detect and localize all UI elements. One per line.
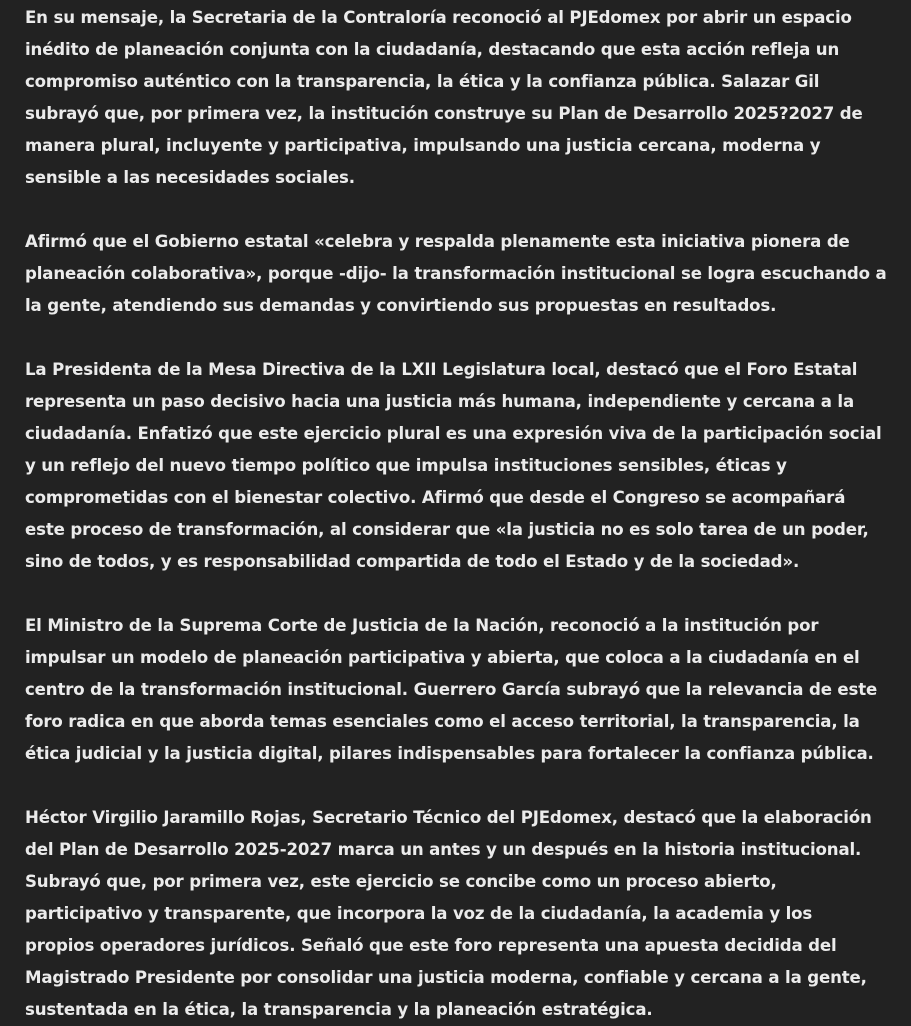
paragraph-legislatura: La Presidenta de la Mesa Directiva de la LXII Legislatura local, destacó que el Foro Estatal representa un paso decisivo hacia una justicia más humana, independiente y cercana a la ciudadanía. Enfatizó que este ejercicio plural es una expresión viva de la participación social y un reflejo del nuevo tiempo político que impulsa instituciones sensibles, éticas y comprometidas con el bienestar colectivo. Afirmó que desde el Congreso se acompañará este proceso de transformación, al considerar que «la justicia no es solo tarea de un poder, sino de todos, y es responsabilidad compartida de todo el Estado y de la sociedad». <box>25 360 882 571</box>
paragraph-gobierno-estatal: Afirmó que el Gobierno estatal «celebra y respalda plenamente esta iniciativa pionera de planeación colaborativa», porque -dijo- la transformación institucional se logra escuchando a la gente, atendiendo sus demandas y convirtiendo sus propuestas en resultados. <box>25 232 887 315</box>
paragraph-suprema-corte: El Ministro de la Suprema Corte de Justicia de la Nación, reconoció a la institución por impulsar un modelo de planeación participativa y abierta, que coloca a la ciudadanía en el centro de la transformación institucional. Guerrero García subrayó que la relevancia de este foro radica en que aborda temas esenciales como el acceso territorial, la transparencia, la ética judicial y la justicia digital, pilares indispensables para fortalecer la confianza pública. <box>25 616 878 763</box>
paragraph-contraloria: En su mensaje, la Secretaria de la Contraloría reconoció al PJEdomex por abrir un espacio inédito de planeación conjunta con la ciudadanía, destacando que esta acción refleja un compromiso auténtico con la transparencia, la ética y la confianza pública. Salazar Gil subrayó que, por primera vez, la institución construye su Plan de Desarrollo 2025?2027 de manera plural, incluyente y participativa, impulsando una justicia cercana, moderna y sensible a las necesidades sociales. <box>25 8 863 187</box>
paragraph-secretario-tecnico: Héctor Virgilio Jaramillo Rojas, Secretario Técnico del PJEdomex, destacó que la elaboración del Plan de Desarrollo 2025-2027 marca un antes y un después en la historia institucional. Subrayó que, por primera vez, este ejercicio se concibe como un proceso abierto, participativo y transparente, que incorpora la voz de la ciudadanía, la academia y los propios operadores jurídicos. Señaló que este foro representa una apuesta decidida del Magistrado Presidente por consolidar una justicia moderna, confiable y cercana a la gente, sustentada en la ética, la transparencia y la planeación estratégica. <box>25 808 872 1019</box>
